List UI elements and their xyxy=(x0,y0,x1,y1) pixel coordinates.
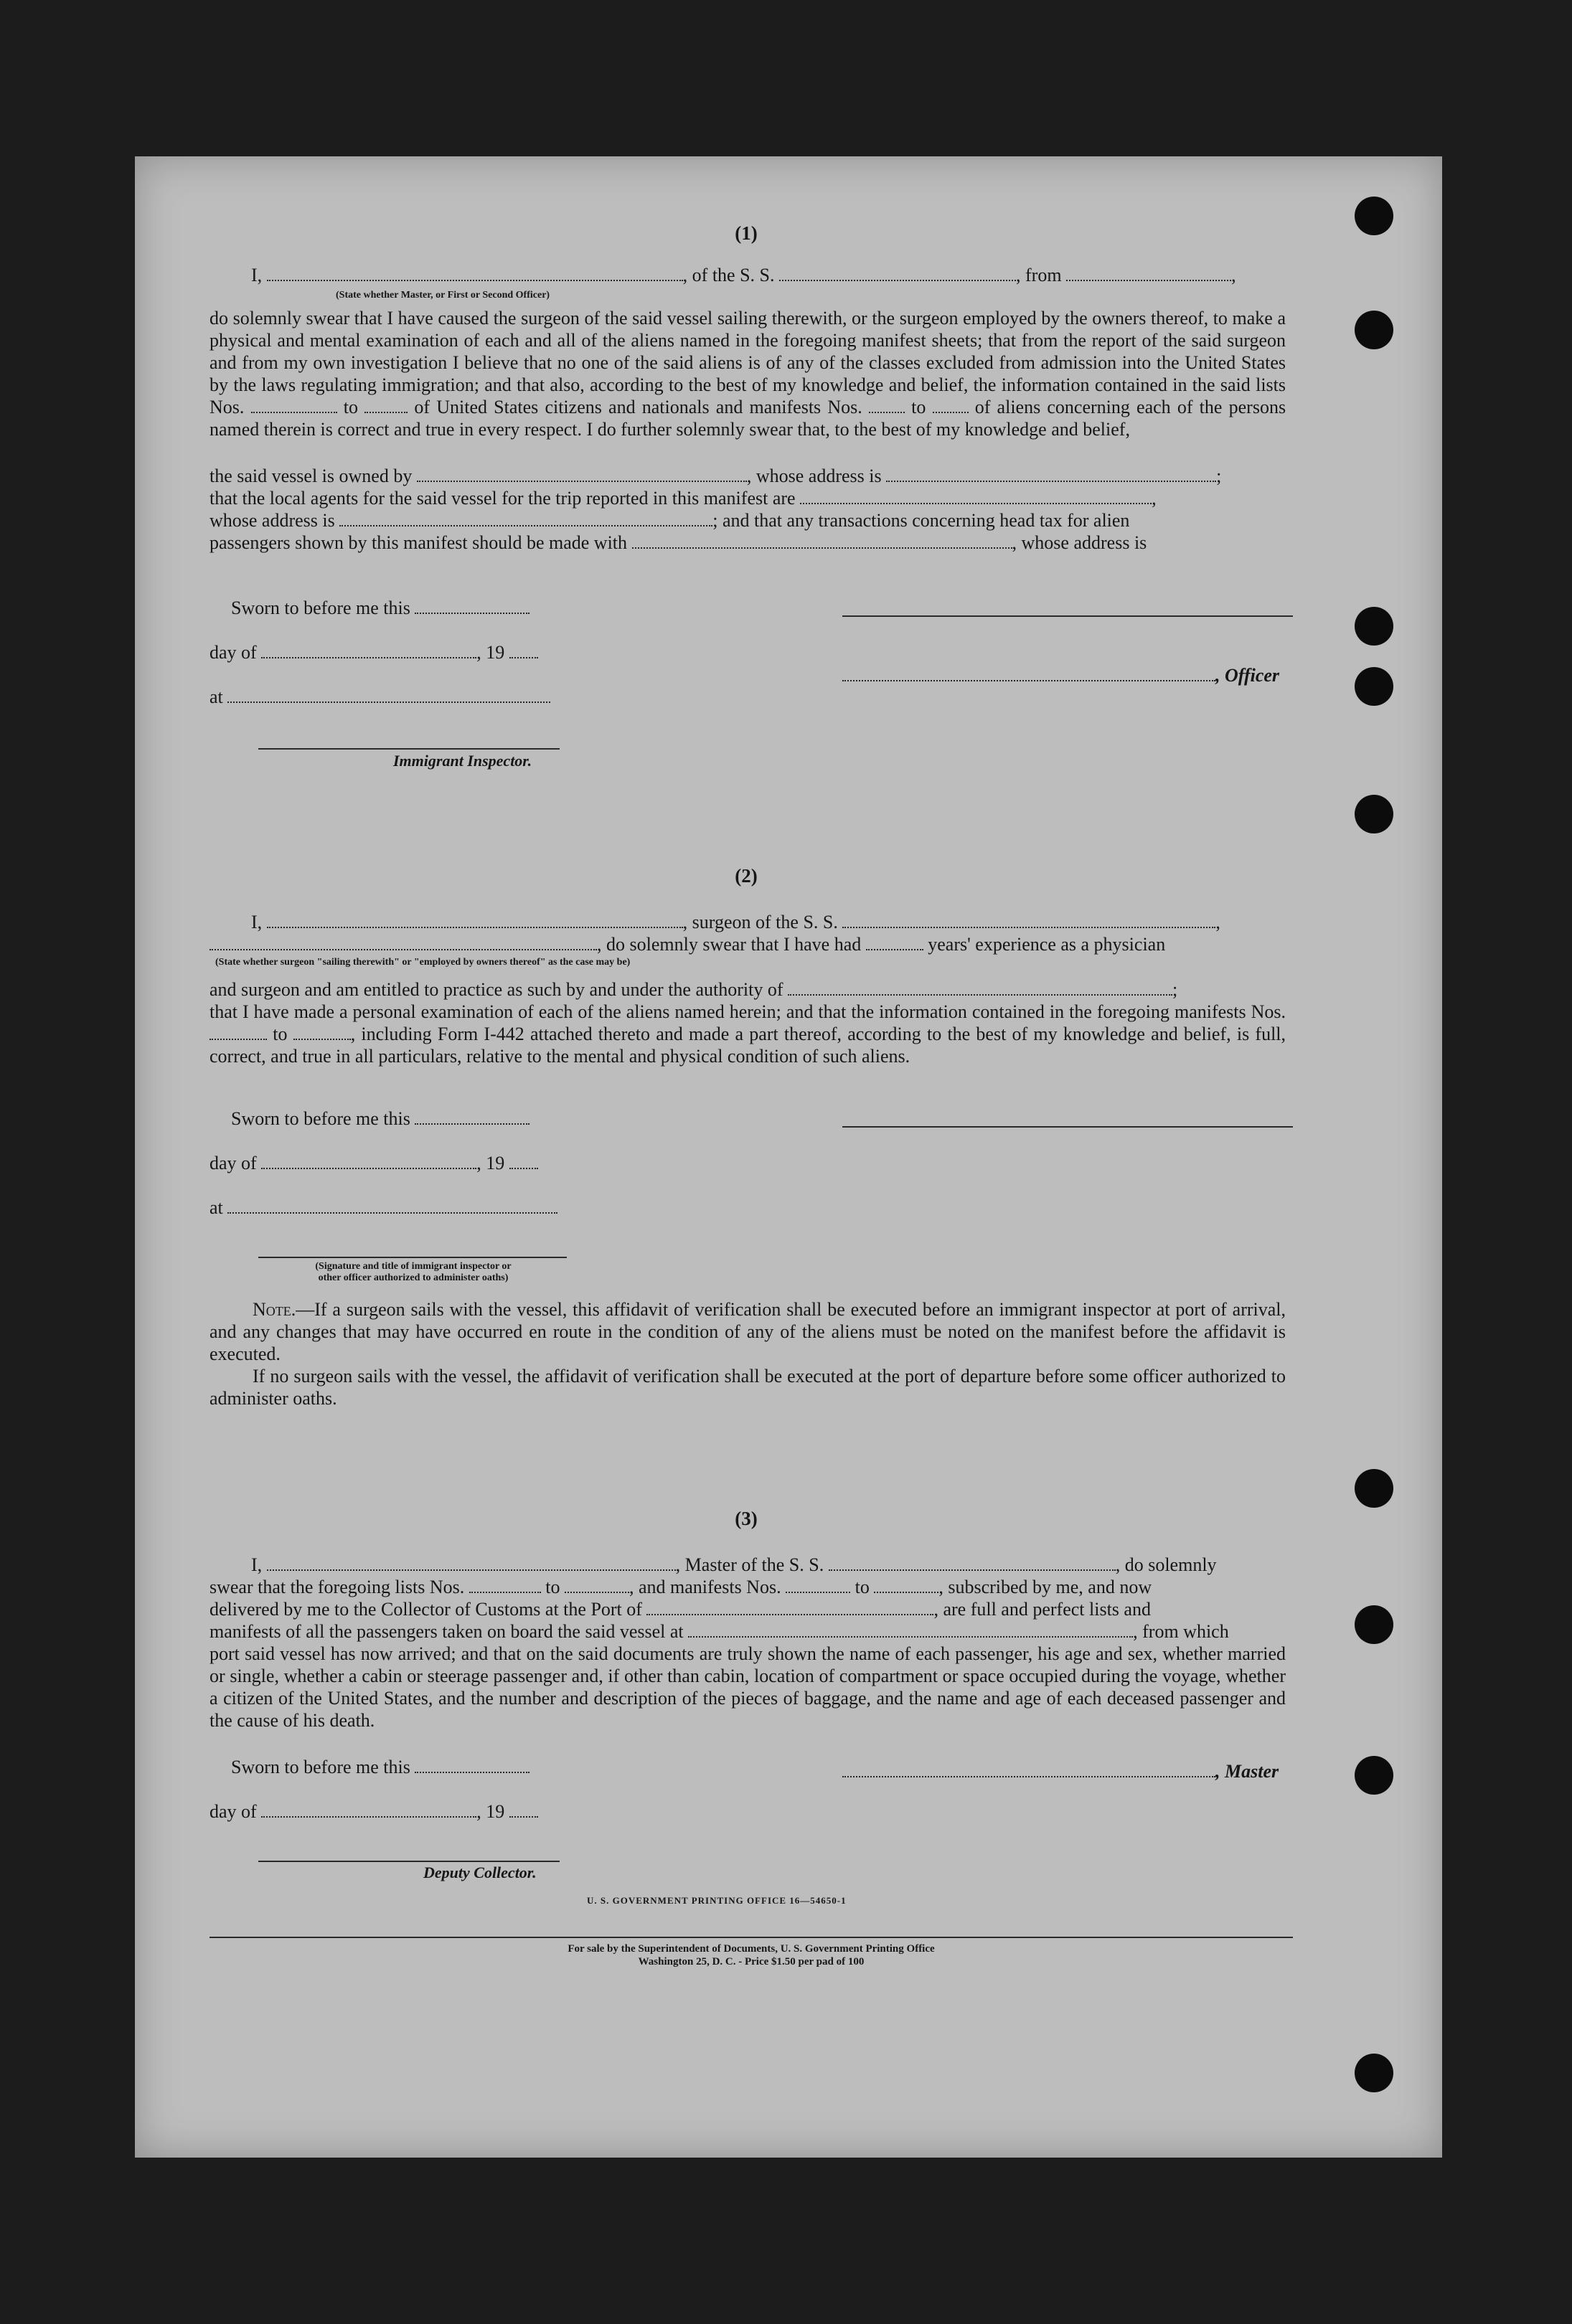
text: Note. xyxy=(253,1299,296,1320)
section-2-year-field[interactable] xyxy=(509,1167,538,1169)
section-3-number: (3) xyxy=(735,1508,758,1529)
owned-by-line xyxy=(210,465,1221,487)
license-authority-field[interactable] xyxy=(788,993,1172,996)
section-3-day-of-line xyxy=(210,1800,538,1823)
binder-hole-icon xyxy=(1355,197,1393,235)
owner-address-field[interactable] xyxy=(886,480,1216,482)
section-1-number: (1) xyxy=(735,222,758,244)
section-3-body: port said vessel has now arrived; and that on the said documents are truly shown the name of each passenger, his age and sex, whether married or single, whether a cabin or steerage passenger and, if other than cabin, location of compartment or space occupied during the voyage, whether a citizen of the United States, and the number and description of the pieces of baggage, and the name and age of each deceased passenger and the cause of his death. xyxy=(210,1643,1286,1731)
text: at xyxy=(210,1197,223,1218)
section-2-line-2 xyxy=(210,933,1165,955)
vessel-name-field[interactable] xyxy=(779,279,1016,281)
section-2-sworn-line xyxy=(231,1107,530,1130)
text: other officer authorized to administer oaths) xyxy=(318,1272,509,1283)
text: , surgeon of the S. S. xyxy=(682,912,838,932)
years-experience-field[interactable] xyxy=(866,948,923,950)
text: , from which xyxy=(1133,1621,1229,1642)
text: to xyxy=(273,1024,288,1044)
text: the said vessel is owned by xyxy=(210,466,413,486)
master-manifests-from-field[interactable] xyxy=(786,1591,850,1593)
at-line xyxy=(210,686,550,708)
section-3-year-field[interactable] xyxy=(509,1815,538,1818)
year-field[interactable] xyxy=(509,656,538,658)
head-tax-agent-field[interactable] xyxy=(632,547,1012,549)
surgeon-vessel-field[interactable] xyxy=(842,926,1215,928)
note-paragraph-1 xyxy=(210,1298,1286,1365)
manifests-to-field[interactable] xyxy=(933,411,969,413)
text: For sale by the Superintendent of Documents, U. S. Government Printing Office xyxy=(568,1943,935,1955)
text: , 19 xyxy=(476,1801,505,1822)
section-3-line-2 xyxy=(210,1576,1152,1598)
text: passengers shown by this manifest should be made with xyxy=(210,532,628,553)
text: to xyxy=(343,397,359,417)
text: I, xyxy=(251,912,263,932)
master-signature-field[interactable] xyxy=(842,1775,1215,1777)
inspector-signature-line[interactable] xyxy=(258,748,560,750)
text: to xyxy=(545,1577,560,1597)
binder-hole-icon xyxy=(1355,1605,1393,1644)
section-3-sworn-day-field[interactable] xyxy=(415,1771,530,1773)
officer-name-field[interactable] xyxy=(267,279,683,281)
text: , of the S. S. xyxy=(682,265,775,285)
text: whose address is xyxy=(210,510,335,531)
text: ; and that any transactions concerning head tax for alien xyxy=(712,510,1130,531)
section-2-month-field[interactable] xyxy=(261,1167,476,1169)
text: I, xyxy=(251,1554,263,1575)
owner-field[interactable] xyxy=(417,480,747,482)
text: Sworn to before me this xyxy=(231,1108,410,1129)
officer-signature-field[interactable] xyxy=(842,679,1215,681)
text: , xyxy=(1215,912,1220,932)
surgeon-signature-line[interactable] xyxy=(842,1126,1293,1128)
text: years' experience as a physician xyxy=(928,934,1166,955)
section-2-line-1 xyxy=(251,911,1220,933)
local-agents-line xyxy=(210,487,1157,509)
section-1-body xyxy=(210,307,1286,440)
binder-hole-icon xyxy=(1355,607,1393,646)
text: I, xyxy=(251,265,263,285)
binder-hole-icon xyxy=(1355,2054,1393,2092)
text: , do solemnly swear that I have had xyxy=(597,934,862,955)
binder-hole-icon xyxy=(1355,1469,1393,1508)
master-manifests-to-field[interactable] xyxy=(874,1591,938,1593)
text: (Signature and title of immigrant inspector or xyxy=(315,1261,512,1272)
text: , 19 xyxy=(476,1153,505,1173)
text: that the local agents for the said vessel for the trip reported in this manifest are xyxy=(210,488,796,509)
section-3-line-4 xyxy=(210,1620,1229,1643)
manifests-from-field[interactable] xyxy=(869,411,905,413)
administrator-signature-line[interactable] xyxy=(258,1257,567,1258)
surgeon-manifests-to-field[interactable] xyxy=(293,1038,351,1040)
day-of-line xyxy=(210,641,538,663)
footer xyxy=(210,1942,1293,1968)
text: to xyxy=(911,397,926,417)
text: day of xyxy=(210,1153,257,1173)
section-2-line-3 xyxy=(210,978,1177,1001)
text: , whose address is xyxy=(746,466,882,486)
at-place-field[interactable] xyxy=(227,701,550,703)
text: Washington 25, D. C. - Price $1.50 per pad of 100 xyxy=(638,1956,865,1968)
binder-hole-icon xyxy=(1355,667,1393,706)
from-port-field[interactable] xyxy=(1066,279,1231,281)
master-lists-to-field[interactable] xyxy=(565,1591,629,1593)
master-vessel-field[interactable] xyxy=(829,1569,1116,1571)
master-signature-line xyxy=(842,1760,1279,1782)
text: , do solemnly xyxy=(1115,1554,1217,1575)
note-paragraph-2: If no surgeon sails with the vessel, the affidavit of verification shall be executed at the port of departure before some officer authorized to administer oaths. xyxy=(210,1366,1286,1409)
text: that I have made a personal examination of each of the aliens named herein; and that the information contained in the foregoing manifests Nos. xyxy=(210,1001,1286,1022)
text: , including Form I-442 attached thereto and made a part thereof, according to the best of my knowledge and belief, is full, correct, and true in all particulars, relative to the mental and physical condition of such aliens. xyxy=(210,1024,1286,1067)
agents-address-field[interactable] xyxy=(339,524,712,526)
section-1-line-1 xyxy=(251,264,1236,286)
sworn-line xyxy=(231,597,530,619)
text: and surgeon and am entitled to practice as such by and under the authority of xyxy=(210,979,783,1000)
text: to xyxy=(855,1577,870,1597)
head-tax-line xyxy=(210,532,1147,554)
text: , Master of the S. S. xyxy=(675,1554,824,1575)
collector-signature-line[interactable] xyxy=(258,1861,560,1862)
month-field[interactable] xyxy=(261,656,476,658)
text: day of xyxy=(210,1801,257,1822)
text: —If a surgeon sails with the vessel, this affidavit of verification shall be executed before an immigrant inspector at port of arrival, and any changes that may have occurred en route in the condition of any of the aliens must be noted on the manifest before the affidavit is executed. xyxy=(210,1299,1286,1364)
footer-divider xyxy=(210,1937,1293,1938)
binder-hole-icon xyxy=(1355,1756,1393,1795)
text: delivered by me to the Collector of Customs at the Port of xyxy=(210,1599,642,1620)
text: , xyxy=(1231,265,1236,285)
text: , Officer xyxy=(1215,665,1280,686)
surgeon-status-field[interactable] xyxy=(210,948,597,950)
embarkation-port-field[interactable] xyxy=(688,1635,1133,1638)
text: ; xyxy=(1216,466,1222,486)
section-3-month-field[interactable] xyxy=(261,1815,476,1818)
text: day of xyxy=(210,642,257,663)
section-3-line-3 xyxy=(210,1598,1151,1620)
section-2-number: (2) xyxy=(735,865,758,887)
binder-hole-icon xyxy=(1355,311,1393,349)
local-agents-field[interactable] xyxy=(800,502,1152,504)
text: , from xyxy=(1016,265,1062,285)
section-2-at-line xyxy=(210,1196,557,1219)
section-2-body xyxy=(210,1001,1286,1067)
lists-from-field[interactable] xyxy=(251,411,337,413)
text: , and manifests Nos. xyxy=(629,1577,781,1597)
section-2-sworn-day-field[interactable] xyxy=(415,1123,530,1125)
customs-port-field[interactable] xyxy=(646,1613,933,1615)
text: ; xyxy=(1172,979,1178,1000)
collector-label: Deputy Collector. xyxy=(423,1864,537,1881)
officer-rank-note: (State whether Master, or First or Second Officer) xyxy=(336,290,550,301)
section-3-line-1 xyxy=(251,1554,1217,1576)
form-sheet xyxy=(135,156,1442,2158)
signature-line[interactable] xyxy=(842,615,1293,617)
text: of United States citizens and nationals and manifests Nos. xyxy=(414,397,862,417)
text: , subscribed by me, and now xyxy=(938,1577,1152,1597)
text: Sworn to before me this xyxy=(231,1757,410,1777)
text: , are full and perfect lists and xyxy=(933,1599,1151,1620)
text: at xyxy=(210,686,223,707)
text: , Master xyxy=(1215,1761,1279,1782)
surgeon-status-note: (State whether surgeon "sailing therewith" or "employed by owners thereof" as the case may be) xyxy=(215,957,631,968)
surgeon-name-field[interactable] xyxy=(267,926,683,928)
text: of aliens concerning each of the persons named therein is correct and true in every respect. I do further solemnly swear that, to the best of my knowledge and belief, xyxy=(210,397,1286,440)
text: do solemnly swear that I have caused the surgeon of the said vessel sailing therewith, or the surgeon employed by the owners thereof, to make a physical and mental examination of each and all of the aliens named in the foregoing manifest sheets; that from the report of the said surgeon and from my own investigation I believe that no one of the said aliens is of any of the classes excluded from admission into the United States by the laws regulating immigration; and that also, according to the best of my knowledge and belief, the information contained in the said lists Nos. xyxy=(210,308,1286,417)
sworn-day-field[interactable] xyxy=(415,612,530,614)
section-2-day-of-line xyxy=(210,1152,538,1174)
text: swear that the foregoing lists Nos. xyxy=(210,1577,465,1597)
text: manifests of all the passengers taken on board the said vessel at xyxy=(210,1621,684,1642)
master-name-field[interactable] xyxy=(267,1569,676,1571)
section-2-at-place-field[interactable] xyxy=(227,1211,557,1214)
surgeon-manifests-from-field[interactable] xyxy=(210,1038,267,1040)
administrator-note xyxy=(263,1261,564,1284)
officer-signature-line xyxy=(842,664,1279,686)
agents-address-line xyxy=(210,509,1129,532)
text: , 19 xyxy=(476,642,505,663)
section-3-sworn-line xyxy=(231,1756,530,1778)
text: , whose address is xyxy=(1012,532,1147,553)
text: , xyxy=(1152,488,1157,509)
binder-hole-icon xyxy=(1355,795,1393,833)
text: Sworn to before me this xyxy=(231,597,410,618)
lists-to-field[interactable] xyxy=(364,411,408,413)
gpo-mark: U. S. GOVERNMENT PRINTING OFFICE 16—54650-1 xyxy=(587,1895,847,1906)
inspector-label: Immigrant Inspector. xyxy=(393,752,532,770)
master-lists-from-field[interactable] xyxy=(469,1591,541,1593)
